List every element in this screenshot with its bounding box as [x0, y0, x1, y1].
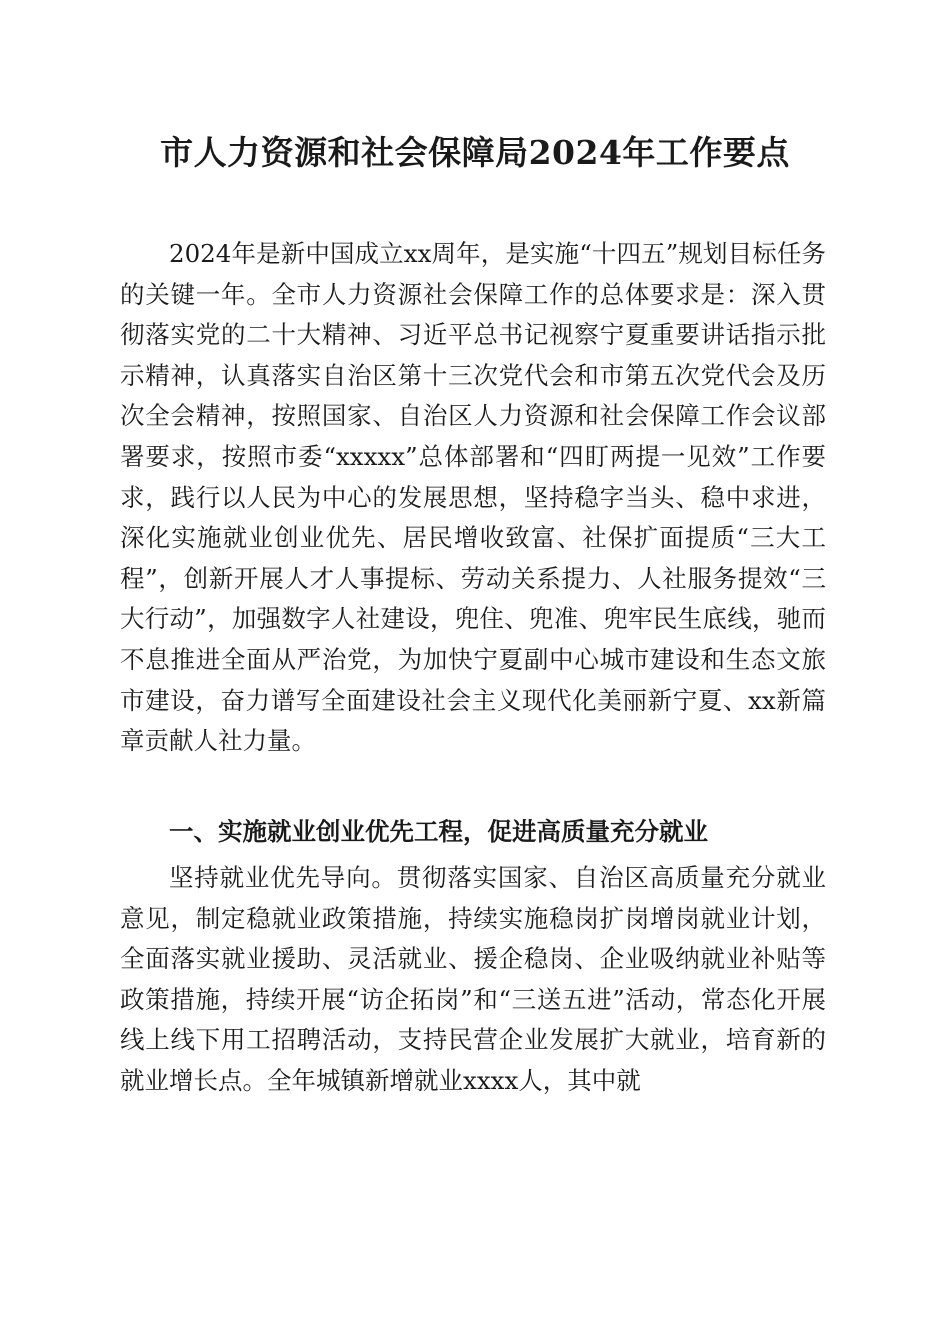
- section-paragraph: 坚持就业优先导向。贯彻落实国家、自治区高质量充分就业意见，制定稳就业政策措施，持续实施稳岗扩岗增岗就业计划，全面落实就业援助、灵活就业、援企稳岗、企业吸纳就业补贴等政策措施，持续开展“访企拓岗”和“三送五进”活动，常态化开展线上线下用工招聘活动，支持民营企业发展扩大就业，培育新的就业增长点。全年城镇新增就业xxxx人，其中就: [120, 863, 826, 1095]
- section-heading: 一、实施就业创业优先工程，促进高质量充分就业: [169, 817, 708, 846]
- intro-paragraph: 2024年是新中国成立xx周年，是实施“十四五”规划目标任务的关键一年。全市人力资源社会保障工作的总体要求是：深入贯彻落实党的二十大精神、习近平总书记视察宁夏重要讲话指示批示精神，认真落实自治区第十三次党代会和市第五次党代会及历次全会精神，按照国家、自治区人力资源和社会保障工作会议部署要求，按照市委“xxxxx”总体部署和“四盯两提一见效”工作要求，践行以人民为中心的发展思想，坚持稳字当头、稳中求进，深化实施就业创业优先、居民增收致富、社保扩面提质“三大工程”，创新开展人才人事提标、劳动关系提力、人社服务提效“三大行动”，加强数字人社建设，兜住、兜准、兜牢民生底线，驰而不息推进全面从严治党，为加快宁夏副中心城市建设和生态文旅市建设，奋力谱写全面建设社会主义现代化美丽新宁夏、xx新篇章贡献人社力量。: [120, 239, 826, 756]
- document-title: 市人力资源和社会保障局2024年工作要点: [160, 133, 790, 172]
